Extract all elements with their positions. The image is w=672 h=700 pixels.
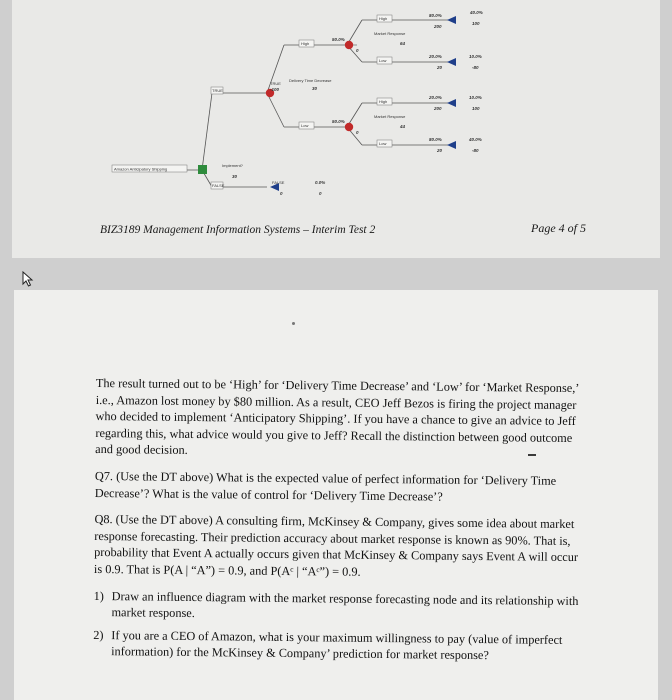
leaf-4-end-prob: 40.0% xyxy=(469,137,482,142)
leaf-4-branch: Low xyxy=(379,141,387,146)
previous-page xyxy=(12,0,660,258)
delivery-label: Delivery Time Decrease xyxy=(289,78,332,83)
leaf-1-value: 200 xyxy=(434,24,442,29)
upper-low-value: 0 xyxy=(356,130,359,135)
course-footer: BIZ3189 Management Information Systems – Interim Test 2 xyxy=(100,224,376,236)
true-branch-label: TRUE xyxy=(270,81,281,86)
leaf-2-value: 20 xyxy=(437,65,443,70)
leaf-4-prob: 80.0% xyxy=(429,137,442,142)
decision-node xyxy=(198,165,207,174)
question-7: Q7. (Use the DT above) What is the expected value of perfect information for ‘Delivery Time Decrease’? What is the value of control for ‘Delivery Time Decrease’? xyxy=(94,468,557,504)
high-box: High xyxy=(301,41,310,46)
true-branch-box: TRUE xyxy=(212,88,223,93)
end-node-2 xyxy=(447,58,456,66)
part-2-text: If you are a CEO of Amazon, what is your maximum willingness to pay (value of imperfect information) for the McKinsey & Company’ prediction for market response? xyxy=(111,627,563,663)
market-label-lower: Market Response xyxy=(374,114,406,119)
intro-paragraph: The result turned out to be ‘High’ for ‘Delivery Time Decrease’ and ‘Low’ for ‘Market Response,’ i.e., Amazon lost money by $80 million. As a result, CEO Jeff Bezos is firing the project manager who decided to implement ‘Anticipatory Shipping’. If you have a chance to give an advice to Jeff regarding this, what advice would you give to Jeff? Recall the distinction between good outcome and good decision. xyxy=(95,375,579,458)
end-node-1 xyxy=(447,16,456,24)
leaf-2-end-prob: 10.0% xyxy=(469,54,482,59)
market-chance-node-lower xyxy=(345,123,353,131)
question-8: Q8. (Use the DT above) A consulting firm, McKinsey & Company, gives some idea about market response forecasting. Their prediction accuracy about market response is known as 90%. That is, probability that Event A actually occurs given that McKinsey & Company says Event A will occur is 0.9. That is P(A | “A”) = 0.9, and P(Aᶜ | “Aᶜ”) = 0.9. xyxy=(93,512,579,579)
part-1-text: Draw an influence diagram with the market response forecasting node and its relationship with market response. xyxy=(111,588,579,621)
false-branch-value: 0 xyxy=(280,191,283,196)
end-node-4 xyxy=(447,141,456,149)
market-chance-node-upper xyxy=(345,41,353,49)
leaf-1-prob: 80.0% xyxy=(429,13,442,18)
market-value-lower: 44 xyxy=(400,124,406,129)
delivery-value: 30 xyxy=(312,86,318,91)
implement-label: Implement? xyxy=(222,163,243,168)
root-label: Amazon Anticipatory Shipping xyxy=(114,166,168,172)
true-branch-cost: -100 xyxy=(270,87,280,92)
low-prob: 50.0% xyxy=(332,119,345,124)
leaf-3-value: 200 xyxy=(434,106,442,111)
pen-mark xyxy=(528,454,536,456)
end-node-3 xyxy=(447,99,456,107)
mouse-cursor-icon xyxy=(20,270,38,288)
leaf-3-end-prob: 10.0% xyxy=(469,95,482,100)
false-prob: 0.0% xyxy=(315,180,326,185)
question-text xyxy=(93,375,581,665)
false-branch-box: FALSE xyxy=(212,183,225,188)
leaf-2-prob: 20.0% xyxy=(429,54,442,59)
leaf-1-end-prob: 40.0% xyxy=(470,10,483,15)
part-1-number: 1) xyxy=(93,588,105,603)
question-8-part-1 xyxy=(93,588,578,626)
upper-high-value: 0 xyxy=(356,48,359,53)
question-8-part-2 xyxy=(93,627,578,665)
leaf-3-end-value: 100 xyxy=(472,106,480,111)
leaf-1-end-value: 100 xyxy=(472,21,480,26)
leaf-2-branch: Low xyxy=(379,58,387,63)
leaf-4-value: 20 xyxy=(437,148,443,153)
page-gap xyxy=(0,258,672,288)
implement-value: 30 xyxy=(232,174,238,179)
leaf-2-end-value: -80 xyxy=(472,65,479,70)
speck xyxy=(292,322,295,325)
false-branch-label: FALSE xyxy=(272,180,285,185)
leaf-3-branch: High xyxy=(379,99,388,104)
high-prob: 50.0% xyxy=(332,37,345,42)
page-number: Page 4 of 5 xyxy=(531,221,586,235)
leaf-1-branch: High xyxy=(379,16,388,21)
low-box: Low xyxy=(301,123,309,128)
leaf-3-prob: 20.0% xyxy=(429,95,442,100)
leaf-4-end-value: -80 xyxy=(472,148,479,153)
market-value-upper: 64 xyxy=(400,41,406,46)
market-label-upper: Market Response xyxy=(374,31,406,36)
decision-tree xyxy=(12,0,660,215)
false-value: 0 xyxy=(319,191,322,196)
part-2-number: 2) xyxy=(93,627,104,642)
